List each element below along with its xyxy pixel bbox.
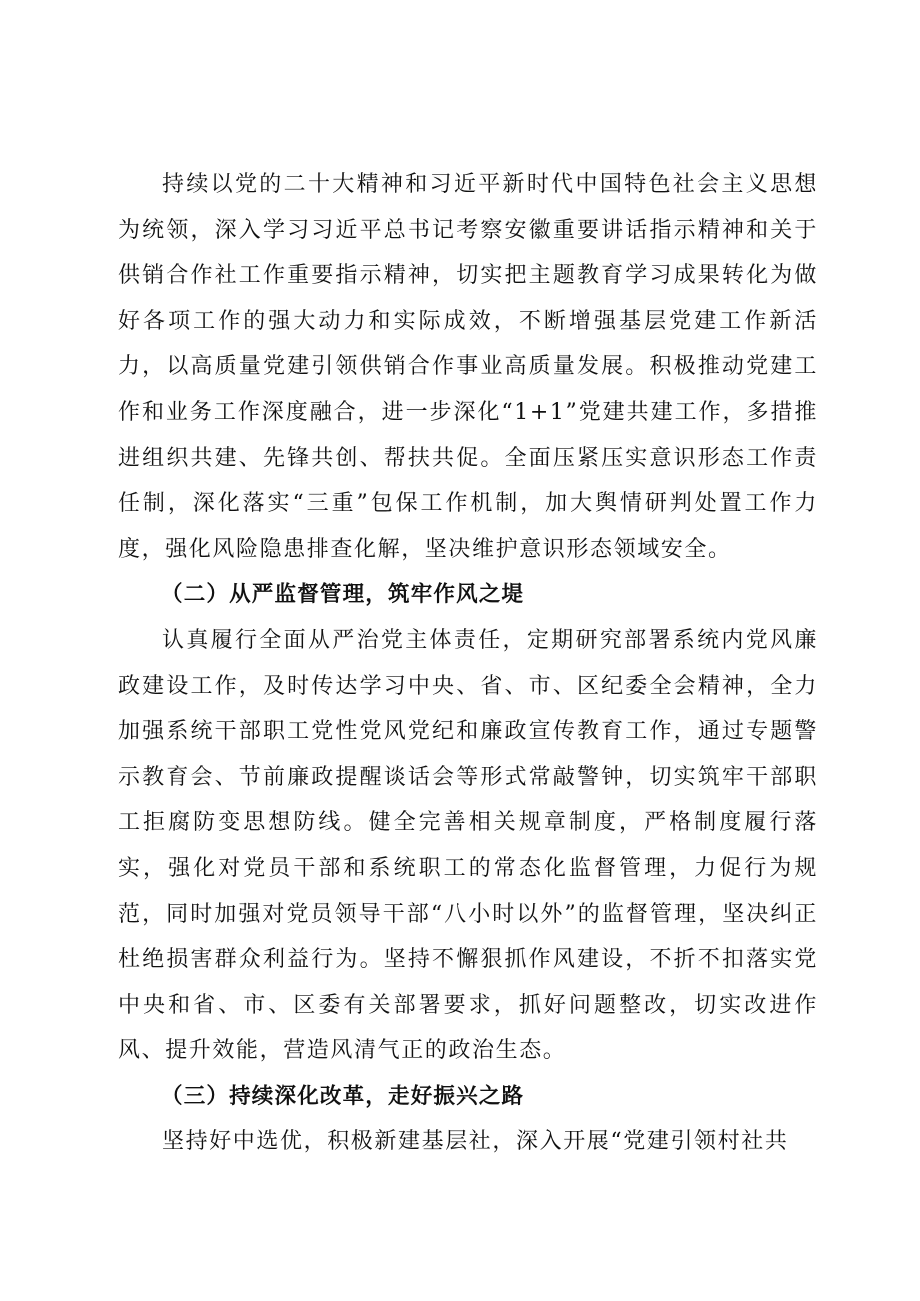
section-heading-supervision: （二）从严监督管理，筑牢作风之堤 (161, 582, 525, 608)
paragraph-reform: 坚持好中选优，积极新建基层社，深入开展“党建引领村社共 (162, 1129, 789, 1155)
section-heading-reform: （三）持续深化改革，走好振兴之路 (161, 1083, 525, 1109)
paragraph-party-building: 持续以党的二十大精神和习近平新时代中国特色社会主义思想为统领，深入学习习近平总书记考察安徽重要讲话指示精神和关于供销合作社工作重要指示精神，切实把主题教育学习成果转化为做好各项工作的强大动力和实际成效，不断增强基层党建工作新活力，以高质量党建引领供销合作事业高质量发展。积极推动党建工作和业务工作深度融合，进一步深化“1+1”党建共建工作，多措推进组织共建、先锋共创、帮扶共促。全面压紧压实意识形态工作责任制，深化落实“三重”包保工作机制，加大舆情研判处置工作力度，强化风险隐患排查化解，坚决维护意识形态领域安全。 (118, 172, 818, 562)
paragraph-supervision: 认真履行全面从严治党主体责任，定期研究部署系统内党风廉政建设工作，及时传达学习中央、省、市、区纪委全会精神，全力加强系统干部职工党性党风党纪和廉政宣传教育工作，通过专题警示教育会、节前廉政提醒谈话会等形式常敲警钟，切实筑牢干部职工拒腐防变思想防线。健全完善相关规章制度，严格制度履行落实，强化对党员干部和系统职工的常态化监督管理，力促行为规范，同时加强对党员领导干部“八小时以外”的监督管理，坚决纠正杜绝损害群众利益行为。坚持不懈狠抓作风建设，不折不扣落实党中央和省、市、区委有关部署要求，抓好问题整改，切实改进作风、提升效能，营造风清气正的政治生态。 (118, 627, 818, 1064)
document-body (118, 162, 818, 1165)
